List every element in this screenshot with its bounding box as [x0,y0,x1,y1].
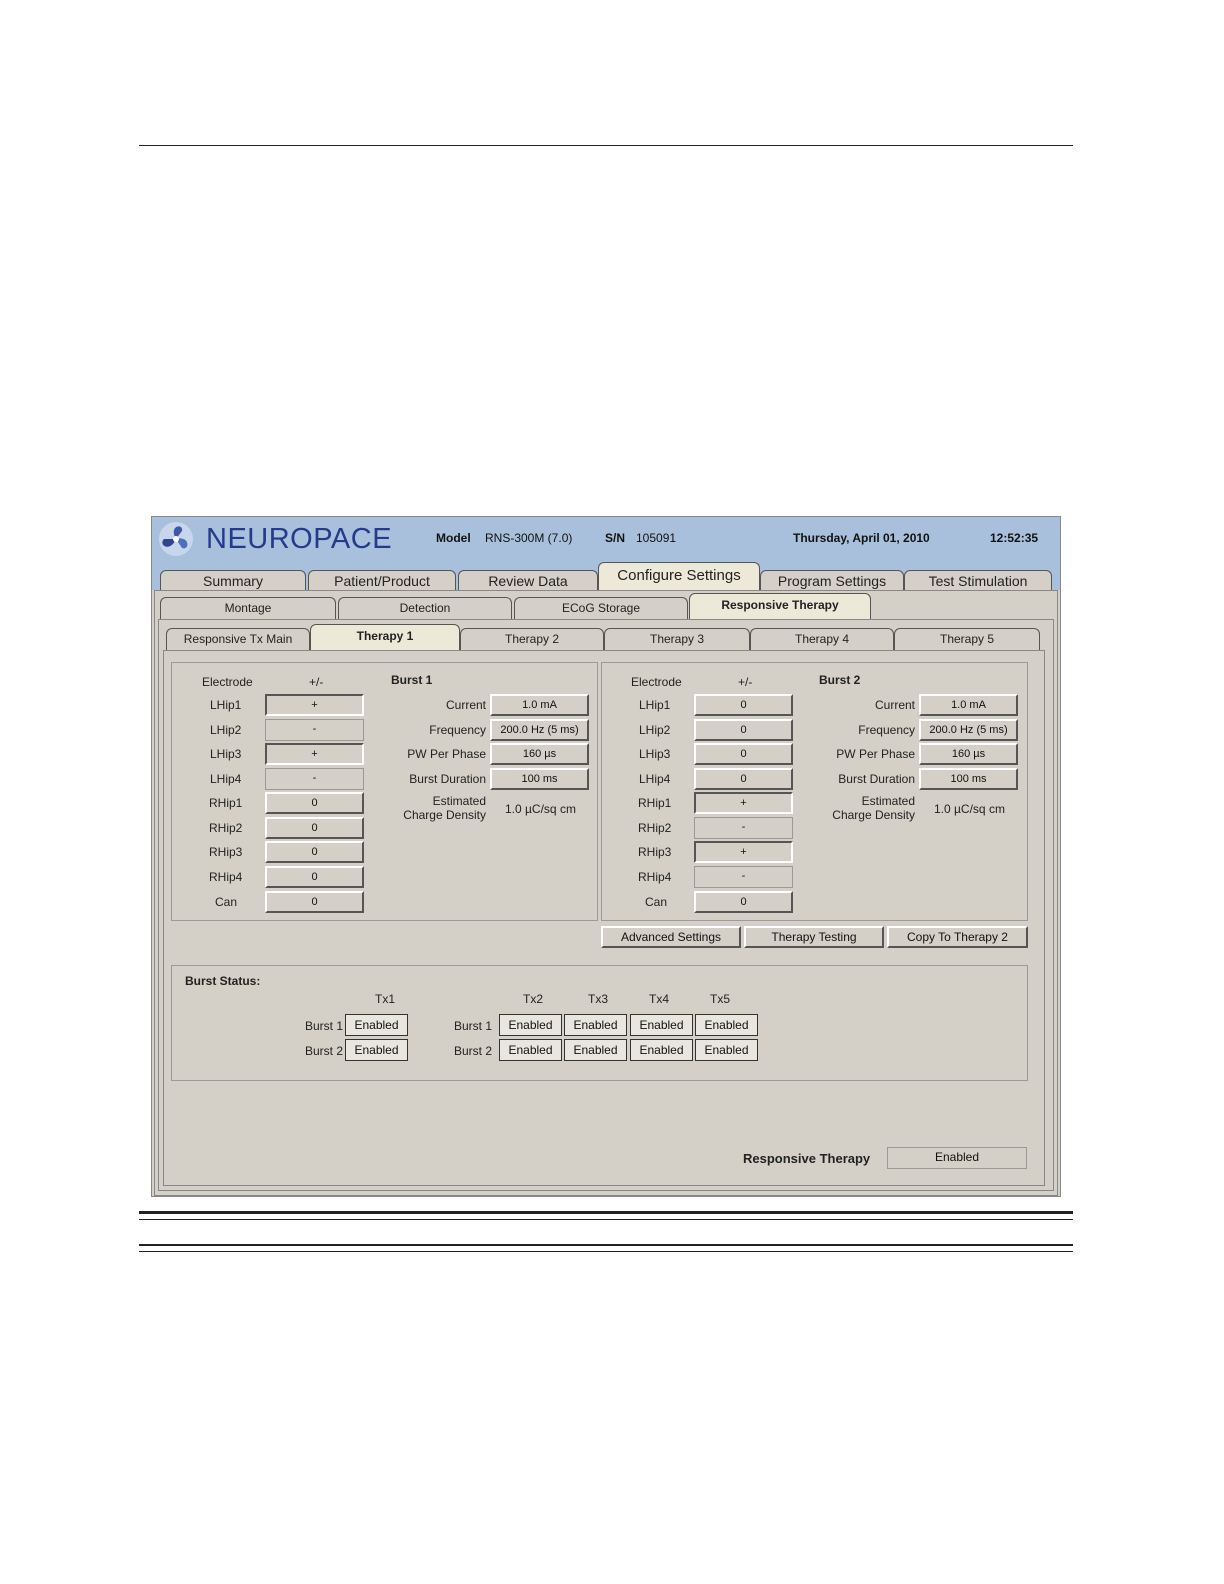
param-label: Burst Duration [409,772,486,786]
param-label: Frequency [858,723,915,737]
frequency-field[interactable]: 200.0 Hz (5 ms) [490,719,589,741]
electrode-polarity-field[interactable]: + [265,743,364,765]
subtab-montage[interactable]: Montage [160,597,336,619]
burst1-electrode-header: Electrode [202,675,253,689]
tx-header: Tx2 [523,992,544,1006]
current-field[interactable]: 1.0 mA [919,694,1018,716]
electrode-label: LHip4 [639,772,671,786]
electrode-label: RHip1 [638,796,672,810]
param-label: Current [874,698,915,712]
electrode-polarity-field[interactable]: + [265,694,364,716]
electrode-polarity-field[interactable]: 0 [694,694,793,716]
electrode-polarity-field[interactable]: 0 [694,768,793,790]
electrode-label: RHip3 [209,845,243,859]
charge-density-value: 1.0 µC/sq cm [505,802,576,816]
tx1-burst1-status: Enabled [345,1014,408,1036]
electrode-label: RHip4 [209,870,243,884]
bottom-rule-1 [139,1211,1073,1214]
electrode-polarity-field[interactable]: - [694,866,793,888]
electrode-polarity-field[interactable]: - [265,768,364,790]
current-field[interactable]: 1.0 mA [490,694,589,716]
tab-therapy-4[interactable]: Therapy 4 [750,628,894,650]
brand-name: NEUROPACE [206,523,393,555]
charge-label-2: Charge Density [403,808,486,822]
tab-responsive-tx-main[interactable]: Responsive Tx Main [166,628,310,650]
bottom-rule-4 [139,1251,1073,1252]
electrode-polarity-field[interactable]: 0 [265,866,364,888]
charge-density-value: 1.0 µC/sq cm [934,802,1005,816]
tab-patient-product[interactable]: Patient/Product [308,570,456,590]
burst-row-label: Burst 2 [454,1044,493,1058]
electrode-polarity-field[interactable]: + [694,792,793,814]
electrode-polarity-field[interactable]: - [694,817,793,839]
subtab-detection[interactable]: Detection [338,597,512,619]
top-rule [139,145,1073,146]
tab-program-settings[interactable]: Program Settings [760,570,904,590]
tab-therapy-2[interactable]: Therapy 2 [460,628,604,650]
charge-label-2: Charge Density [832,808,915,822]
tx1-burst2-status: Enabled [345,1039,408,1061]
tx4-burst1-status: Enabled [630,1014,693,1036]
electrode-label: Can [215,895,238,909]
bottom-rule-3 [139,1244,1073,1246]
electrode-label: Can [645,895,668,909]
time-display: 12:52:35 [990,531,1039,545]
electrode-label: RHip2 [209,821,243,835]
tx-header: Tx3 [588,992,609,1006]
tab-test-stimulation[interactable]: Test Stimulation [904,570,1052,590]
model-value: RNS-300M (7.0) [485,531,573,545]
electrode-label: LHip2 [639,723,671,737]
date-display: Thursday, April 01, 2010 [793,531,930,545]
copy-to-therapy-2-button[interactable]: Copy To Therapy 2 [887,926,1028,948]
responsive-therapy-status: Enabled [887,1147,1027,1169]
electrode-label: LHip3 [210,747,242,761]
electrode-label: LHip2 [210,723,242,737]
tab-configure-settings[interactable]: Configure Settings [598,562,760,592]
tx2-burst1-status: Enabled [499,1014,562,1036]
charge-label-1: Estimated [432,794,486,808]
tx2-burst2-status: Enabled [499,1039,562,1061]
burst-row-label: Burst 1 [454,1019,493,1033]
electrode-polarity-field[interactable]: 0 [265,792,364,814]
burst-status-title: Burst Status: [185,974,261,988]
param-label: PW Per Phase [407,747,486,761]
subtab-ecog-storage[interactable]: ECoG Storage [514,597,688,619]
electrode-label: RHip2 [638,821,672,835]
tab-review-data[interactable]: Review Data [458,570,598,590]
electrode-polarity-field[interactable]: - [265,719,364,741]
tx-header: Tx1 [375,992,396,1006]
responsive-therapy-label: Responsive Therapy [743,1151,871,1166]
subtab-responsive-therapy[interactable]: Responsive Therapy [689,593,871,621]
bottom-rule-2 [139,1219,1073,1220]
tx3-burst2-status: Enabled [564,1039,627,1061]
electrode-label: LHip1 [210,698,242,712]
electrode-label: LHip1 [639,698,671,712]
electrode-label: RHip3 [638,845,672,859]
burst-duration-field[interactable]: 100 ms [919,768,1018,790]
tx5-burst2-status: Enabled [695,1039,758,1061]
pulse-width-field[interactable]: 160 µs [490,743,589,765]
electrode-label: LHip3 [639,747,671,761]
tab-therapy-5[interactable]: Therapy 5 [894,628,1040,650]
charge-label-1: Estimated [861,794,915,808]
burst2-electrode-header: Electrode [631,675,682,689]
tx3-burst1-status: Enabled [564,1014,627,1036]
sn-label: S/N [605,531,626,545]
electrode-polarity-field[interactable]: 0 [265,891,364,913]
burst2-polarity-header: +/- [738,675,753,689]
model-label: Model [436,531,471,545]
electrode-polarity-field[interactable]: 0 [694,891,793,913]
tab-summary[interactable]: Summary [160,570,306,590]
param-label: PW Per Phase [836,747,915,761]
tx-header: Tx5 [710,992,731,1006]
tx-header: Tx4 [649,992,670,1006]
burst1-title: Burst 1 [391,673,433,687]
neuropace-logo-icon [158,521,194,557]
frequency-field[interactable]: 200.0 Hz (5 ms) [919,719,1018,741]
advanced-settings-button[interactable]: Advanced Settings [601,926,741,948]
tx5-burst1-status: Enabled [695,1014,758,1036]
electrode-polarity-field[interactable]: 0 [694,743,793,765]
electrode-label: LHip4 [210,772,242,786]
burst1-polarity-header: +/- [309,675,324,689]
electrode-polarity-field[interactable]: + [694,841,793,863]
tx4-burst2-status: Enabled [630,1039,693,1061]
burst2-title: Burst 2 [819,673,861,687]
burst-duration-field[interactable]: 100 ms [490,768,589,790]
electrode-label: RHip4 [638,870,672,884]
sn-value: 105091 [636,531,677,545]
param-label: Frequency [429,723,486,737]
therapy-testing-button[interactable]: Therapy Testing [744,926,884,948]
electrode-label: RHip1 [209,796,243,810]
electrode-polarity-field[interactable]: 0 [265,841,364,863]
param-label: Burst Duration [838,772,915,786]
electrode-polarity-field[interactable]: 0 [694,719,793,741]
electrode-polarity-field[interactable]: 0 [265,817,364,839]
tab-therapy-1[interactable]: Therapy 1 [310,624,460,652]
param-label: Current [445,698,486,712]
burst-row-label: Burst 2 [305,1044,344,1058]
pulse-width-field[interactable]: 160 µs [919,743,1018,765]
burst-row-label: Burst 1 [305,1019,344,1033]
app-window [151,516,1061,1197]
tab-therapy-3[interactable]: Therapy 3 [604,628,750,650]
